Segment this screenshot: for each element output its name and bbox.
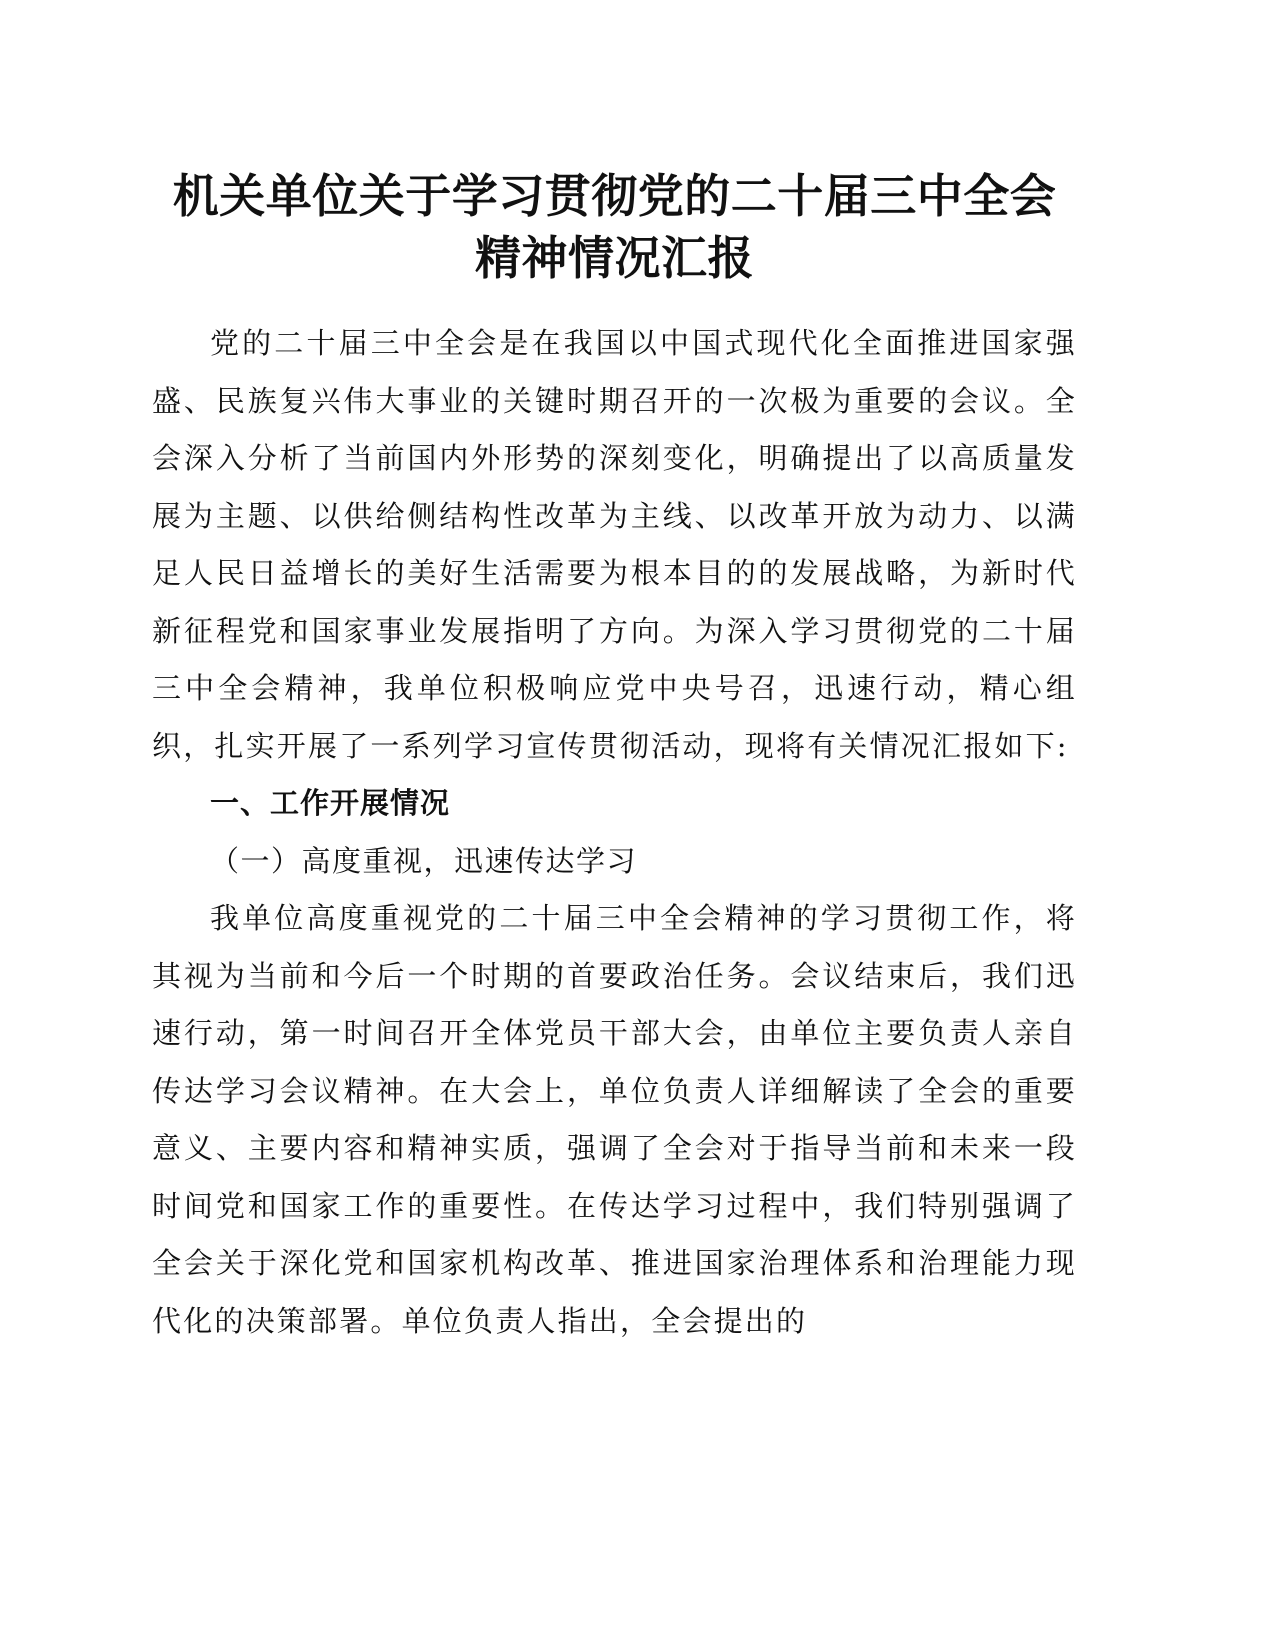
document-title: 机关单位关于学习贯彻党的二十届三中全会精神情况汇报 [172, 169, 1057, 285]
document-body [152, 315, 1077, 1350]
section-heading: 一、工作开展情况 [210, 786, 451, 820]
subsection-paragraph: 我单位高度重视党的二十届三中全会精神的学习贯彻工作，将其视为当前和今后一个时期的首要政治任务。会议结束后，我们迅速行动，第一时间召开全体党员干部大会，由单位主要负责人亲自传达学习会议精神。在大会上，单位负责人详细解读了全会的重要意义、主要内容和精神实质，强调了全会对于指导当前和未来一段时间党和国家工作的重要性。在传达学习过程中，我们特别强调了全会关于深化党和国家机构改革、推进国家治理体系和治理能力现代化的决策部署。单位负责人指出，全会提出的 [152, 901, 1077, 1338]
subsection-heading: （一）高度重视，迅速传达学习 [210, 843, 638, 878]
intro-paragraph: 党的二十届三中全会是在我国以中国式现代化全面推进国家强盛、民族复兴伟大事业的关键时期召开的一次极为重要的会议。全会深入分析了当前国内外形势的深刻变化，明确提出了以高质量发展为主题、以供给侧结构性改革为主线、以改革开放为动力、以满足人民日益增长的美好生活需要为根本目的的发展战略，为新时代新征程党和国家事业发展指明了方向。为深入学习贯彻党的二十届三中全会精神，我单位积极响应党中央号召，迅速行动，精心组织，扎实开展了一系列学习宣传贯彻活动，现将有关情况汇报如下: [152, 326, 1077, 763]
